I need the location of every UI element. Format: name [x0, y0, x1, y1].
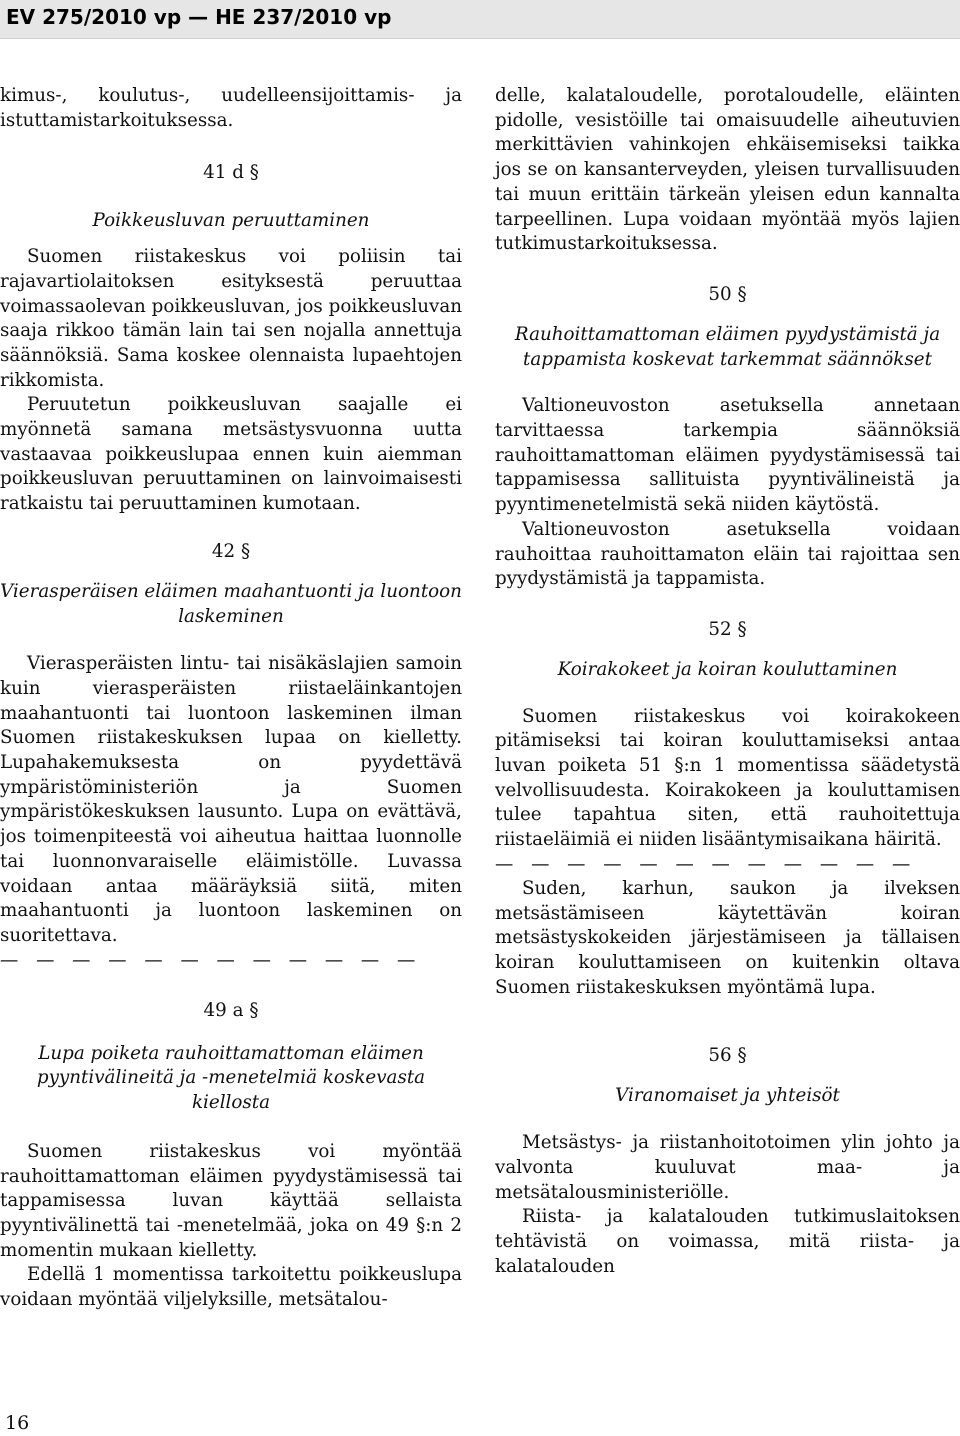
section-52-paragraph-1: Suomen riistakeskus voi koirakokeen pitämiseksi tai koiran kouluttamiseksi antaa luvan poiketa 51 §:n 1 momentissa säädetystä velvollisuudesta. Koirakokeen ja kouluttamisen tulee tapahtua siten, että rauhoitettuja riistaeläimiä ei niiden lisääntymisaikana häiritä. [495, 705, 960, 851]
section-42-paragraph-1: Vierasperäisten lintu- tai nisäkäslajien samoin kuin vierasperäisten riistaeläinkantojen maahantuonti tai luontoon laskeminen ilman Suomen riistakeskuksen lupaa on kielletty. Lupahakemuksesta on pyydettävä ympäristöministeriön ja Suomen ympäristökeskuksen lausunto. Lupa on evättävä, jos toimenpiteestä voi aiheutua haittaa luonnolle tai luonnonvaraiselle eläimistölle. Luvassa voidaan antaa määräyksiä siitä, miten maahantuonti ja luontoon laskeminen on suoritettava. [0, 653, 462, 946]
section-49a-paragraph-1: Suomen riistakeskus voi myöntää rauhoittamattoman eläimen pyydystämisessä tai tappamisessa luvan käyttää sellaista pyyntivälinettä tai -menetelmää, joka on 49 §:n 2 momentin mukaan kielletty. [0, 1140, 462, 1261]
section-50-paragraph-1: Valtioneuvoston asetuksella annetaan tarvittaessa tarkempia säännöksiä rauhoittamattoman eläimen pyydystämisessä tai tappamisessa sallituista pyyntivälineistä ja pyyntimenetelmistä sekä niiden käytöstä. [495, 395, 960, 516]
left-column [0, 84, 462, 1313]
omission-dashes: — — — — — — — — — — — — [0, 949, 422, 971]
section-49a-paragraph-2: Edellä 1 momentissa tarkoitettu poikkeuslupa voidaan myöntää viljelyksille, metsätalou- [0, 1264, 462, 1311]
section-number-50: 50 § [708, 283, 747, 305]
section-number-52: 52 § [708, 618, 747, 640]
section-50-paragraph-2: Valtioneuvoston asetuksella voidaan rauhoittaa rauhoittamaton eläin tai rajoittaa sen pyydystämistä ja tappamista. [495, 518, 960, 590]
section-title-49a: Lupa poiketa rauhoittamattoman eläimen pyyntivälineitä ja -menetelmiä koskevasta kiellosta [36, 1042, 426, 1114]
section-title-41d: Poikkeusluvan peruuttaminen [92, 210, 370, 232]
right-column [495, 84, 960, 1279]
page-header [0, 0, 960, 39]
after-dashes-paragraph: Suden, karhun, saukon ja ilveksen metsästämiseen käytettävän koiran metsästyskokeiden järjestämiseen ja tällaisen koiran kouluttamiseen on kuitenkin oltava Suomen riistakeskuksen myöntämä lupa. [495, 877, 960, 998]
document-reference: EV 275/2010 vp — HE 237/2010 vp [6, 5, 392, 29]
section-number-42: 42 § [211, 540, 251, 562]
intro-paragraph: kimus-, koulutus-, uudelleensijoittamis- ja istuttamistarkoituksessa. [0, 85, 462, 131]
section-56-paragraph-2: Riista- ja kalatalouden tutkimuslaitoksen tehtävistä on voimassa, mitä riista- ja kalatalouden [495, 1206, 960, 1277]
section-number-56: 56 § [708, 1045, 747, 1067]
section-title-42: Vierasperäisen eläimen maahantuonti ja luontoon laskeminen [0, 580, 462, 627]
page-number: 16 [5, 1412, 30, 1434]
section-title-50: Rauhoittamattoman eläimen pyydystämistä ja tappamista koskevat tarkemmat säännökset [514, 323, 941, 370]
section-number-49a: 49 a § [203, 999, 259, 1021]
section-41d-paragraph-1: Suomen riistakeskus voi poliisin tai rajavartiolaitoksen esityksestä peruuttaa voimassaolevan poikkeusluvan, jos poikkeusluvan saaja rikkoo tämän lain tai sen nojalla annettuja säännöksiä. Sama koskee olennaista lupaehtojen rikkomista. [0, 246, 462, 391]
section-56-paragraph-1: Metsästys- ja riistanhoitotoimen ylin johto ja valvonta kuuluvat maa- ja metsätalousministeriölle. [495, 1132, 960, 1203]
section-41d-paragraph-2: Peruutetun poikkeusluvan saajalle ei myönnetä samana metsästysvuonna uutta vastaavaa poikkeuslupaa ennen kuin aiemman poikkeusluvan peruuttaminen on lainvoimaisesti ratkaistu tai peruuttaminen kumotaan. [0, 394, 462, 515]
continued-paragraph: delle, kalataloudelle, porotaloudelle, eläinten pidolle, vesistöille tai omaisuudelle aiheutuvien merkittävien vahinkojen ehkäisemiseksi taikka jos se on kansanterveyden, yleisen turvallisuuden tai muun erittäin tärkeän yleisen edun kannalta tarpeellinen. Lupa voidaan myöntää myös lajien tutkimustarkoituksessa. [495, 85, 960, 255]
section-title-56: Viranomaiset ja yhteisöt [615, 1085, 840, 1107]
section-number-41d: 41 d § [203, 162, 259, 184]
omission-dashes-right: — — — — — — — — — — — — [495, 853, 917, 875]
section-title-52: Koirakokeet ja koiran kouluttaminen [557, 658, 898, 680]
